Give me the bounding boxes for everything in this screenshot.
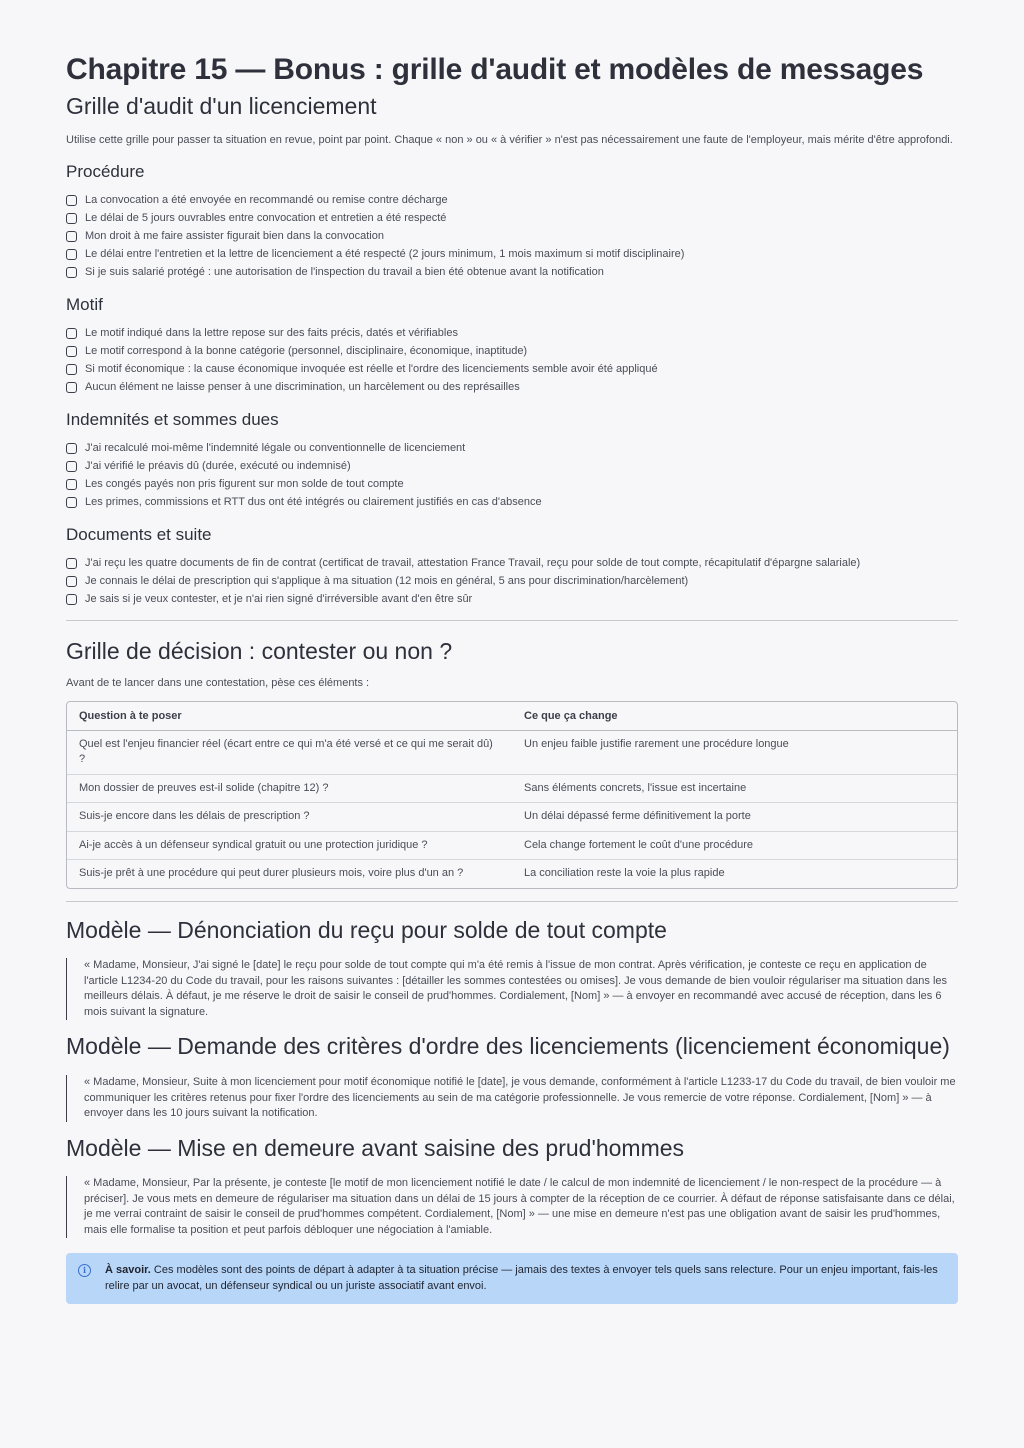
- checklist-item-label: Les congés payés non pris figurent sur mon solde de tout compte: [85, 478, 404, 491]
- model-letter: [66, 916, 958, 1021]
- checklist-item: [66, 439, 958, 457]
- impact-cell: Cela change fortement le coût d'une procédure: [512, 832, 957, 861]
- divider: [66, 620, 958, 621]
- impact-cell: La conciliation reste la voie la plus rapide: [524, 867, 725, 879]
- checkbox[interactable]: [66, 328, 77, 339]
- checklist: [66, 554, 958, 608]
- checkbox[interactable]: [66, 479, 77, 490]
- chapter-title: Chapitre 15 — Bonus : grille d'audit et modèles de messages: [66, 53, 924, 86]
- table-header-row: [67, 702, 957, 731]
- checklist-section: [66, 162, 958, 281]
- checklist-section: [66, 410, 958, 511]
- checkbox[interactable]: [66, 443, 77, 454]
- model-title: Modèle — Dénonciation du reçu pour solde de tout compte: [66, 916, 667, 943]
- checkbox[interactable]: [66, 558, 77, 569]
- checklist-item-label: J'ai recalculé moi-même l'indemnité légale ou conventionnelle de licenciement: [85, 442, 466, 455]
- question-cell: Quel est l'enjeu financier réel (écart entre ce qui m'a été versé et ce qui me serait dû) ?: [67, 731, 512, 775]
- checklist-item-label: Les primes, commissions et RTT dus ont été intégrés ou clairement justifiés en cas d'absence: [85, 496, 542, 509]
- model-letter: [66, 1134, 958, 1239]
- model-text: « Madame, Monsieur, J'ai signé le [date] le reçu pour solde de tout compte qui m'a été remis à l'issue de mon contrat. Après vérification, je conteste ce reçu en application de l'article L1234-20 du Code du travail, pour les raisons suivantes : [détailler les sommes contestées ou omises]. Je vous demande de bien vouloir régulariser ma situation dans les meilleurs délais. À défaut, je me réserve le droit de saisir le conseil de prud'hommes. Cordialement, [Nom] » — à envoyer en recommandé avec accusé de réception, dans les 6 mois suivant la signature.: [66, 958, 958, 1020]
- checklist-item: [66, 263, 958, 281]
- checklist: [66, 324, 958, 396]
- checklist-item: [66, 245, 958, 263]
- checklist-section: [66, 295, 958, 396]
- table-row: [67, 775, 957, 804]
- checkbox[interactable]: [66, 382, 77, 393]
- model-text: « Madame, Monsieur, Par la présente, je conteste [le motif de mon licenciement notifié le date / le calcul de mon indemnité de licenciement / le non-respect de la procédure — à préciser]. Je vous mets en demeure de régulariser ma situation dans un délai de 15 jours à compter de la réception de ce courrier. À défaut de réponse satisfaisante dans ce délai, je me verrai contraint de saisir le conseil de prud'hommes compétent. Cordialement, [Nom] » — une mise en demeure n'est pas une obligation avant de saisir les prud'hommes, mais elle formalise ta position et peut parfois débloquer une négociation à l'amiable.: [66, 1176, 958, 1238]
- table-row: [67, 731, 957, 775]
- info-icon: i: [78, 1264, 91, 1277]
- model-text: « Madame, Monsieur, Suite à mon licenciement pour motif économique notifié le [date], je vous demande, conformément à l'article L1233-17 du Code du travail, de bien vouloir me communiquer les critères retenus pour fixer l'ordre des licenciements au sein de ma catégorie professionnelle. Je vous remercie de votre réponse. Cordialement, [Nom] » — à envoyer dans les 10 jours suivant la notification.: [66, 1075, 958, 1122]
- callout-text: [105, 1263, 944, 1294]
- info-callout: [66, 1253, 958, 1304]
- checklist-item: [66, 191, 958, 209]
- table-row: [67, 803, 957, 832]
- decision-title: Grille de décision : contester ou non ?: [66, 638, 453, 665]
- checklist-item: [66, 324, 958, 342]
- checklist-section: [66, 525, 958, 608]
- divider: [66, 901, 958, 902]
- checkbox[interactable]: [66, 231, 77, 242]
- checkbox[interactable]: [66, 195, 77, 206]
- checkbox[interactable]: [66, 364, 77, 375]
- question-cell: Suis-je prêt à une procédure qui peut durer plusieurs mois, voire plus d'un an ?: [79, 867, 464, 879]
- checkbox[interactable]: [66, 497, 77, 508]
- decision-intro: Avant de te lancer dans une contestation, pèse ces éléments :: [66, 677, 370, 689]
- impact-cell: Un délai dépassé ferme définitivement la porte: [512, 803, 957, 832]
- column-header: Ce que ça change: [512, 702, 957, 731]
- decision-table: [66, 701, 958, 889]
- checklist-item: [66, 457, 958, 475]
- callout-label: À savoir.: [105, 1264, 151, 1277]
- checklist-item-label: Si je suis salarié protégé : une autorisation de l'inspection du travail a bien été obtenue avant la notification: [85, 266, 604, 279]
- audit-title: Grille d'audit d'un licenciement: [66, 93, 377, 119]
- column-header: Question à te poser: [67, 702, 512, 731]
- checkbox[interactable]: [66, 267, 77, 278]
- checklist-item-label: Si motif économique : la cause économique invoquée est réelle et l'ordre des licenciements semble avoir été appliqué: [85, 363, 658, 376]
- checkbox[interactable]: [66, 249, 77, 260]
- callout-body: Ces modèles sont des points de départ à adapter à ta situation précise — jamais des textes à envoyer tels quels sans relecture. Pour un enjeu important, fais-les relire par un avocat, un défenseur syndical ou un juriste associatif avant envoi.: [105, 1264, 938, 1292]
- checklist-item-label: Je sais si je veux contester, et je n'ai rien signé d'irréversible avant d'en être sûr: [85, 593, 473, 606]
- checkbox[interactable]: [66, 594, 77, 605]
- checklist-item-label: J'ai vérifié le préavis dû (durée, exécuté ou indemnisé): [85, 460, 351, 473]
- checklist-item: [66, 342, 958, 360]
- impact-cell: Sans éléments concrets, l'issue est incertaine: [512, 775, 957, 804]
- checkbox[interactable]: [66, 461, 77, 472]
- checklist-item-label: Mon droit à me faire assister figurait bien dans la convocation: [85, 230, 384, 243]
- checklist-item: [66, 493, 958, 511]
- checklist-item: [66, 227, 958, 245]
- model-title: Modèle — Demande des critères d'ordre des licenciements (licenciement économique): [66, 1033, 950, 1060]
- checklist: [66, 191, 958, 281]
- checklist-item: [66, 475, 958, 493]
- checklist-item: [66, 209, 958, 227]
- model-letter: [66, 1032, 958, 1121]
- table-row: [67, 860, 957, 888]
- question-cell: Suis-je encore dans les délais de prescription ?: [67, 803, 512, 832]
- checklist-item-label: Le délai entre l'entretien et la lettre de licenciement a été respecté (2 jours minimum, 1 mois maximum si motif disciplinaire): [85, 248, 685, 261]
- checklist-item: [66, 572, 958, 590]
- checkbox[interactable]: [66, 213, 77, 224]
- impact-cell: Un enjeu faible justifie rarement une procédure longue: [512, 731, 957, 775]
- model-list: [66, 916, 958, 1239]
- model-title: Modèle — Mise en demeure avant saisine des prud'hommes: [66, 1134, 685, 1161]
- section-heading: Indemnités et sommes dues: [66, 410, 279, 430]
- section-heading: Documents et suite: [66, 525, 212, 545]
- checkbox[interactable]: [66, 346, 77, 357]
- question-cell: Mon dossier de preuves est-il solide (chapitre 12) ?: [67, 775, 512, 804]
- checklist-item: [66, 590, 958, 608]
- checklist-item: [66, 554, 958, 572]
- checklist: [66, 439, 958, 511]
- checklist-item-label: J'ai reçu les quatre documents de fin de contrat (certificat de travail, attestation France Travail, reçu pour solde de tout compte, récapitulatif d'épargne salariale): [85, 557, 861, 570]
- decision-table-body: [67, 731, 957, 888]
- checklist-item-label: Le motif correspond à la bonne catégorie (personnel, disciplinaire, économique, inaptitude): [85, 345, 528, 358]
- checklist-item-label: Le délai de 5 jours ouvrables entre convocation et entretien a été respecté: [85, 212, 447, 225]
- checklist-item: [66, 360, 958, 378]
- checklist-item-label: Aucun élément ne laisse penser à une discrimination, un harcèlement ou des représailles: [85, 381, 520, 394]
- checklist-item-label: La convocation a été envoyée en recommandé ou remise contre décharge: [85, 194, 448, 207]
- checklist-item-label: Je connais le délai de prescription qui s'applique à ma situation (12 mois en général, 5 ans pour discrimination/harcèlement): [85, 575, 689, 588]
- section-heading: Procédure: [66, 162, 145, 182]
- checklist-item: [66, 378, 958, 396]
- section-heading: Motif: [66, 295, 103, 315]
- checkbox[interactable]: [66, 576, 77, 587]
- checklist-item-label: Le motif indiqué dans la lettre repose sur des faits précis, datés et vérifiables: [85, 327, 458, 340]
- table-row: [67, 832, 957, 861]
- audit-sections: [66, 162, 958, 608]
- question-cell: Ai-je accès à un défenseur syndical gratuit ou une protection juridique ?: [67, 832, 512, 861]
- audit-intro: Utilise cette grille pour passer ta situation en revue, point par point. Chaque « non » ou « à vérifier » n'est pas nécessairement une faute de l'employeur, mais mérite d'être approfondi.: [66, 133, 953, 146]
